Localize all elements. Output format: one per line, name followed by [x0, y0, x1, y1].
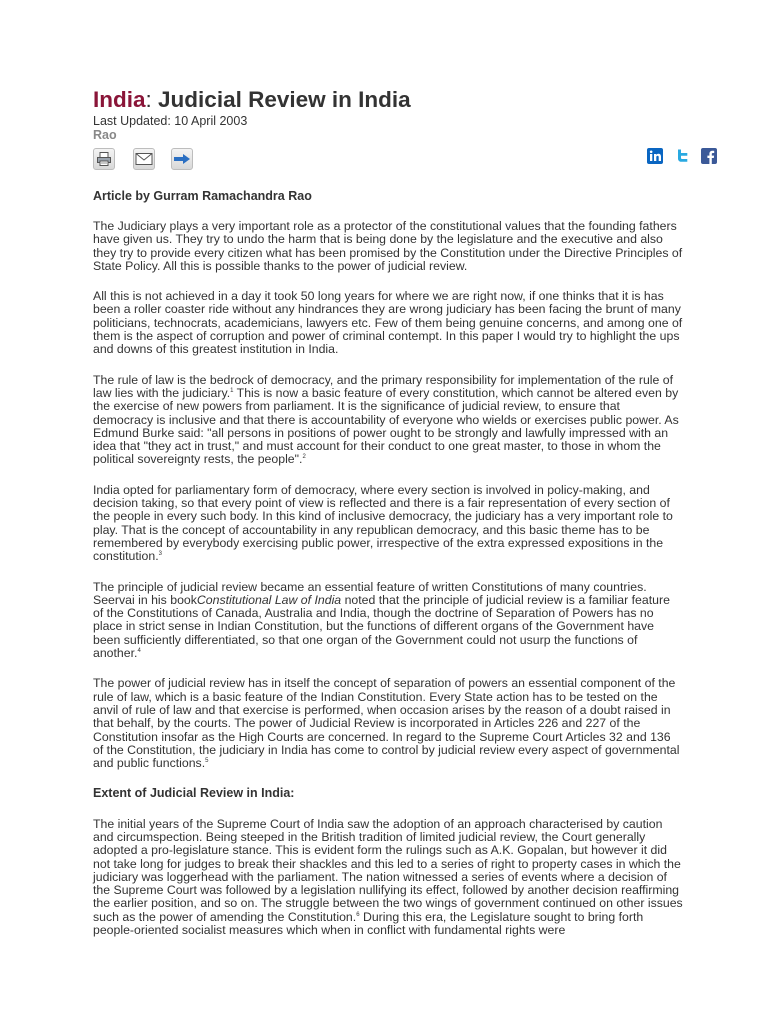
article-byline: Article by Gurram Ramachandra Rao — [93, 189, 312, 203]
footnote-ref-5[interactable]: 5 — [205, 758, 209, 765]
paragraph-5-text-b: noted that the principle of judicial review is a familiar feature of the Constitutions of Canada, Australia and India, though the doctrine of Separation of Powers has no place in strict sense in Indian Constitution, but the functions of different organs of the Government have been sufficiently differentiated, so that one organ of the Government could not usurp the functions of another. — [93, 592, 670, 661]
footnote-ref-6[interactable]: 6 — [356, 911, 360, 918]
paragraph-4 — [93, 484, 683, 564]
paragraph-6-text: The power of judicial review has in itself the concept of separation of powers an essential component of the rule of law, which is a basic feature of the Indian Constitution. Every State action has to be tested on the anvil of rule of law and that exercise is performed, when occasion arises by the reason of a doubt raised in that behalf, by the courts. The power of Judicial Review is incorporated in Articles 226 and 227 of the Constitution insofar as the High Courts are concerned. In regard to the Supreme Court Articles 32 and 136 of the Constitution, the judiciary in India has come to control by judicial review every aspect of governmental and public functions. — [93, 676, 680, 771]
forward-button[interactable] — [171, 148, 193, 170]
paragraph-7-text-a: The initial years of the Supreme Court of India saw the adoption of an approach characterised by caution and circumspection. Being steeped in the British tradition of limited judicial review, the Court generally adopted a pro-legislature stance. This is evident form the rulings such as A.K. Gopalan, but however it did not take long for judges to break their shackles and this led to a series of right to property cases in which the judiciary was loggerhead with the parliament. The nation witnessed a series of events where a decision of the Supreme Court was followed by a legislation nullifying its effect, followed by another decision reaffirming the earlier position, and so on. The struggle between the two wings of government continued on other issues such as the power of amending the Constitution. — [93, 816, 683, 924]
paragraph-3-text-b: This is now a basic feature of every constitution, which cannot be altered even by the exercise of new powers from parliament. It is the significance of judicial review, to ensure that democracy is inclusive and that there is accountability of everyone who wields or exercises public power. As Edmund Burke said: "all persons in positions of power ought to be strongly and lawfully impressed with an idea that "they act in trust," and must account for their conduct to one great master, to those in whom the political sovereignty rests, the people". — [93, 385, 679, 467]
paragraph-7-text-b: During this era, the Legislature sought to bring forth people-oriented socialist measures which when in conflict with fundamental rights were — [93, 909, 644, 938]
article-page — [93, 86, 683, 937]
print-button[interactable] — [93, 148, 115, 170]
paragraph-5 — [93, 581, 683, 661]
print-icon — [96, 151, 112, 167]
book-title: Constitutional Law of India — [196, 592, 342, 607]
footnote-ref-4[interactable]: 4 — [137, 648, 141, 655]
paragraph-3-text-a: The rule of law is the bedrock of democracy, and the primary responsibility for implementation of the rule of law lies with the judiciary. — [93, 372, 674, 400]
last-updated: Last Updated: 10 April 2003 — [93, 114, 248, 128]
paragraph-6 — [93, 677, 683, 770]
paragraph-3 — [93, 374, 683, 467]
twitter-icon — [674, 148, 690, 169]
linkedin-share[interactable] — [647, 150, 663, 166]
footnote-ref-1[interactable]: 1 — [230, 387, 234, 394]
linkedin-icon — [647, 148, 663, 169]
article-title: Judicial Review in India — [158, 87, 411, 112]
country-link[interactable]: India — [93, 87, 146, 112]
paragraph-1: The Judiciary plays a very important role as a protector of the constitutional values that the founding fathers have given us. They try to undo the harm that is being done by the legislature and the executive and also they try to provide every citizen what has been promised by the Constitution under the Directive Principles of State Policy. All this is possible thanks to the power of judicial review. — [93, 219, 683, 273]
email-button[interactable] — [133, 148, 155, 170]
section-heading: Extent of Judicial Review in India: — [93, 786, 295, 801]
twitter-share[interactable] — [674, 150, 690, 166]
author-short: Rao — [93, 128, 117, 142]
email-icon — [135, 152, 153, 166]
paragraph-7 — [93, 818, 683, 938]
page-title — [93, 86, 683, 114]
paragraph-5-text-a: The principle of judicial review became an essential feature of written Constitutions of many countries. Seervai in his book — [93, 579, 647, 607]
paragraph-4-text: India opted for parliamentary form of democracy, where every section is involved in policy-making, and decision taking, so that every point of view is reflected and there is a fair representation of every section of the people in every such body. In this kind of inclusive democracy, the judiciary has a very important role to play. That is the concept of accountability in any republican democracy, and this basic theme has to be remembered by everybody exercising public power, irrespective of the extra expressed expositions in the constitution. — [93, 482, 673, 564]
footnote-ref-2[interactable]: 2 — [302, 454, 306, 461]
facebook-share[interactable] — [701, 150, 717, 166]
forward-icon — [173, 153, 191, 165]
paragraph-2: All this is not achieved in a day it took 50 long years for where we are right now, if one thinks that it is has been a roller coaster ride without any hindrances they are wrong judiciary has been facing the brunt of many politicians, technocrats, academicians, lawyers etc. Few of them being genuine concerns, and among one of them is the aspect of corruption and power of criminal contempt. In this paper I would try to highlight the ups and downs of this greatest institution in India. — [93, 289, 683, 357]
footnote-ref-3[interactable]: 3 — [158, 551, 162, 558]
article-toolbar — [93, 148, 718, 172]
title-separator: : — [145, 87, 152, 112]
facebook-icon — [701, 148, 717, 169]
